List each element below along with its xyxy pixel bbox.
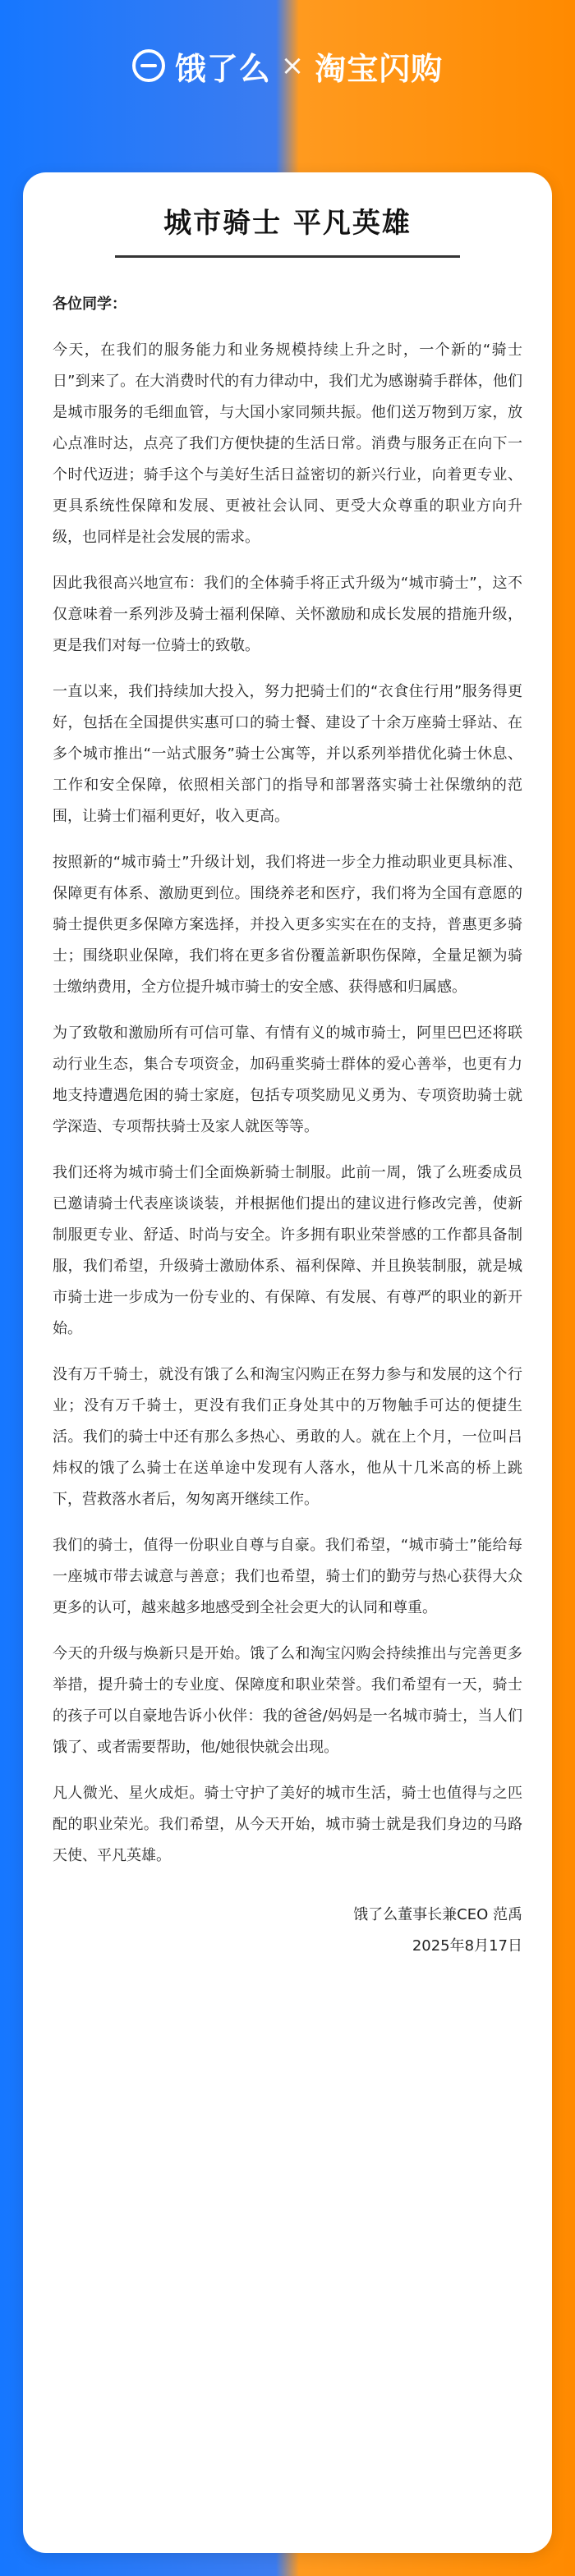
letter-paragraph-5: 为了致敬和激励所有可信可靠、有情有义的城市骑士，阿里巴巴还将联动行业生态，集合专项资金，加码重奖骑士群体的爱心善举，也更有力地支持遭遇危困的骑士家庭，包括专项奖励见义勇为、专项资助骑士就学深造、专项帮扶骑士及家人就医等等。 xyxy=(53,1024,522,1135)
letter-salutation: 各位同学： xyxy=(53,295,126,313)
letter-paragraph-3: 一直以来，我们持续加大投入，努力把骑士们的“衣食住行用”服务得更好，包括在全国提供实惠可口的骑士餐、建设了十余万座骑士驿站、在多个城市推出“一站式服务”骑士公寓等，并以系列举措优化骑士休息、工作和安全保障，依照相关部门的指导和部署落实骑士社保缴纳的范围，让骑士们福利更好，收入更高。 xyxy=(53,682,522,825)
signature-block xyxy=(53,1900,522,1962)
letter-paragraph-6: 我们还将为城市骑士们全面焕新骑士制服。此前一周，饿了么班委成员已邀请骑士代表座谈谈装，并根据他们提出的建议进行修改完善，使新制服更专业、舒适、时尚与安全。许多拥有职业荣誉感的工作都具备制服，我们希望，升级骑士激励体系、福利保障、并且换装制服，就是城市骑士进一步成为一份专业的、有保障、有发展、有尊严的职业的新开始。 xyxy=(53,1163,522,1337)
letter-paragraph-9: 今天的升级与焕新只是开始。饿了么和淘宝闪购会持续推出与完善更多举措，提升骑士的专业度、保障度和职业荣誉。我们希望有一天，骑士的孩子可以自豪地告诉小伙伴：我的爸爸/妈妈是一名城市骑士，当人们饿了、或者需要帮助，他/她很快就会出现。 xyxy=(53,1644,522,1756)
eleme-logo-icon xyxy=(132,49,165,82)
letter-paragraph-10: 凡人微光、星火成炬。骑士守护了美好的城市生活，骑士也值得与之匹配的职业荣光。我们希望，从今天开始，城市骑士就是我们身边的马路天使、平凡英雄。 xyxy=(53,1784,522,1864)
brand-times: × xyxy=(280,49,306,82)
letter-paragraph-7: 没有万千骑士，就没有饿了么和淘宝闪购正在努力参与和发展的这个行业；没有万千骑士，更没有我们正身处其中的万物触手可达的便捷生活。我们的骑士中还有那么多热心、勇敢的人。就在上个月，一位叫吕炜权的饿了么骑士在送单途中发现有人落水，他从十几米高的桥上跳下，营救落水者后，匆匆离开继续工作。 xyxy=(53,1365,522,1508)
title-rule xyxy=(115,255,460,258)
brand-left: 饿了么 xyxy=(174,50,271,87)
brand-right: 淘宝闪购 xyxy=(315,50,444,87)
brand-lockup xyxy=(132,44,444,89)
letter-paragraph-1: 今天，在我们的服务能力和业务规模持续上升之时，一个新的“骑士日”到来了。在大消费时代的有力律动中，我们尤为感谢骑手群体，他们是城市服务的毛细血管，与大国小家同频共振。他们送万物到万家，放心点准时达，点亮了我们方便快捷的生活日常。消费与服务正在向下一个时代迈进；骑手这个与美好生活日益密切的新兴行业，向着更专业、更具系统性保障和发展、更被社会认同、更受大众尊重的职业方向升级，也同样是社会发展的需求。 xyxy=(53,341,522,546)
letter-paragraph-2: 因此我很高兴地宣布：我们的全体骑手将正式升级为“城市骑士”，这不仅意味着一系列涉及骑士福利保障、关怀激励和成长发展的措施升级，更是我们对每一位骑士的致敬。 xyxy=(53,574,522,654)
letter-paragraph-8: 我们的骑士，值得一份职业自尊与自豪。我们希望，“城市骑士”能给每一座城市带去诚意与善意；我们也希望，骑士们的勤劳与热心获得大众更多的认可，越来越多地感受到全社会更大的认同和尊重。 xyxy=(53,1536,522,1616)
title-wrap xyxy=(53,207,522,258)
letter-card xyxy=(23,172,552,2553)
signature-date: 2025年8月17日 xyxy=(412,1937,522,1955)
letter-title: 城市骑士 平凡英雄 xyxy=(163,207,412,240)
page-header xyxy=(0,0,575,131)
signature-name: 饿了么董事长兼CEO 范禹 xyxy=(353,1905,522,1923)
letter-paragraph-4: 按照新的“城市骑士”升级计划，我们将进一步全力推动职业更具标准、保障更有体系、激励更到位。围绕养老和医疗，我们将为全国有意愿的骑士提供更多保障方案选择，并投入更多实实在在的支持，普惠更多骑士；围绕职业保障，我们将在更多省份覆盖新职伤保障，全量足额为骑士缴纳费用，全方位提升城市骑士的安全感、获得感和归属感。 xyxy=(53,853,522,996)
